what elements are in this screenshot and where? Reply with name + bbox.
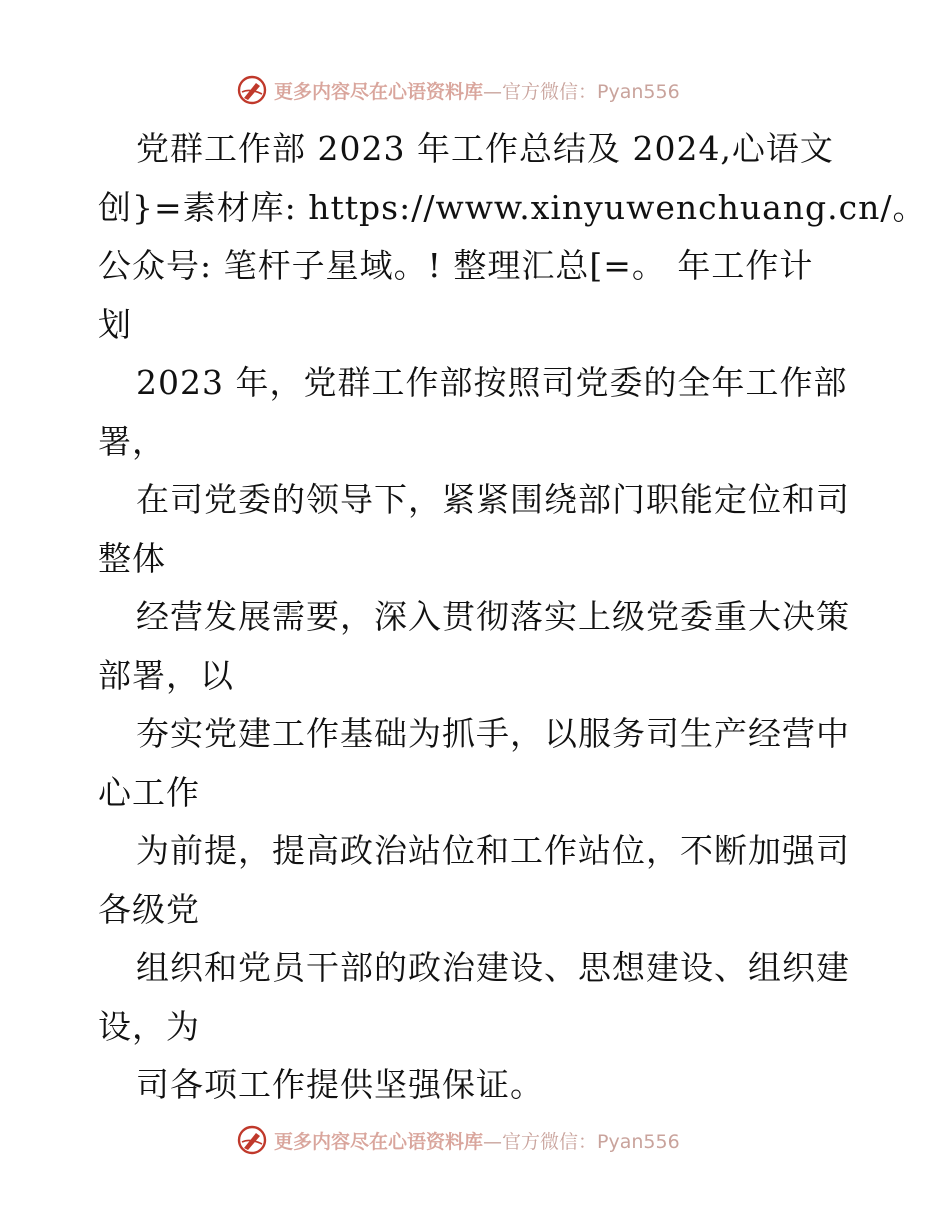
title-line-1: 党群工作部 2023 年工作总结及 2024,心语文 (136, 129, 834, 168)
watermark-contact: —官方微信：Pyan556 (483, 80, 680, 103)
title-line-4: 划 (98, 304, 132, 344)
title-line-3: 公众号: 笔杆子星域。! 整理汇总[=。 年工作计 (98, 246, 814, 285)
pen-logo-icon (236, 74, 268, 106)
paragraph-line: 组织和党员干部的政治建设、思想建设、组织建 (136, 948, 850, 987)
footer-watermark (236, 1122, 756, 1158)
paragraph-line: 夯实党建工作基础为抓手，以服务司生产经营中 (136, 714, 850, 753)
header-watermark (236, 72, 756, 108)
paragraph-line: 司各项工作提供坚强保证。 (136, 1065, 544, 1104)
paragraph-line: 整体 (98, 538, 166, 578)
paragraph-line: 署， (98, 421, 166, 461)
document-body (98, 120, 927, 1115)
paragraph-line: 部署，以 (98, 655, 234, 695)
watermark-text: 更多内容尽在心语资料库 (274, 80, 484, 103)
watermark-contact: —官方微信：Pyan556 (483, 1130, 680, 1153)
pen-logo-icon (236, 1124, 268, 1156)
paragraph-line: 心工作 (98, 772, 200, 812)
paragraph-line: 各级党 (98, 889, 200, 929)
paragraph-line: 2023 年，党群工作部按照司党委的全年工作部 (136, 363, 848, 402)
paragraph-line: 为前提，提高政治站位和工作站位，不断加强司 (136, 831, 850, 870)
paragraph-line: 在司党委的领导下，紧紧围绕部门职能定位和司 (136, 480, 850, 519)
paragraph-line: 经营发展需要，深入贯彻落实上级党委重大决策 (136, 597, 850, 636)
title-line-2: 创}=素材库: https://www.xinyuwenchuang.cn/。 (98, 187, 927, 227)
paragraph-line: 设，为 (98, 1006, 200, 1046)
watermark-text: 更多内容尽在心语资料库 (274, 1130, 484, 1153)
